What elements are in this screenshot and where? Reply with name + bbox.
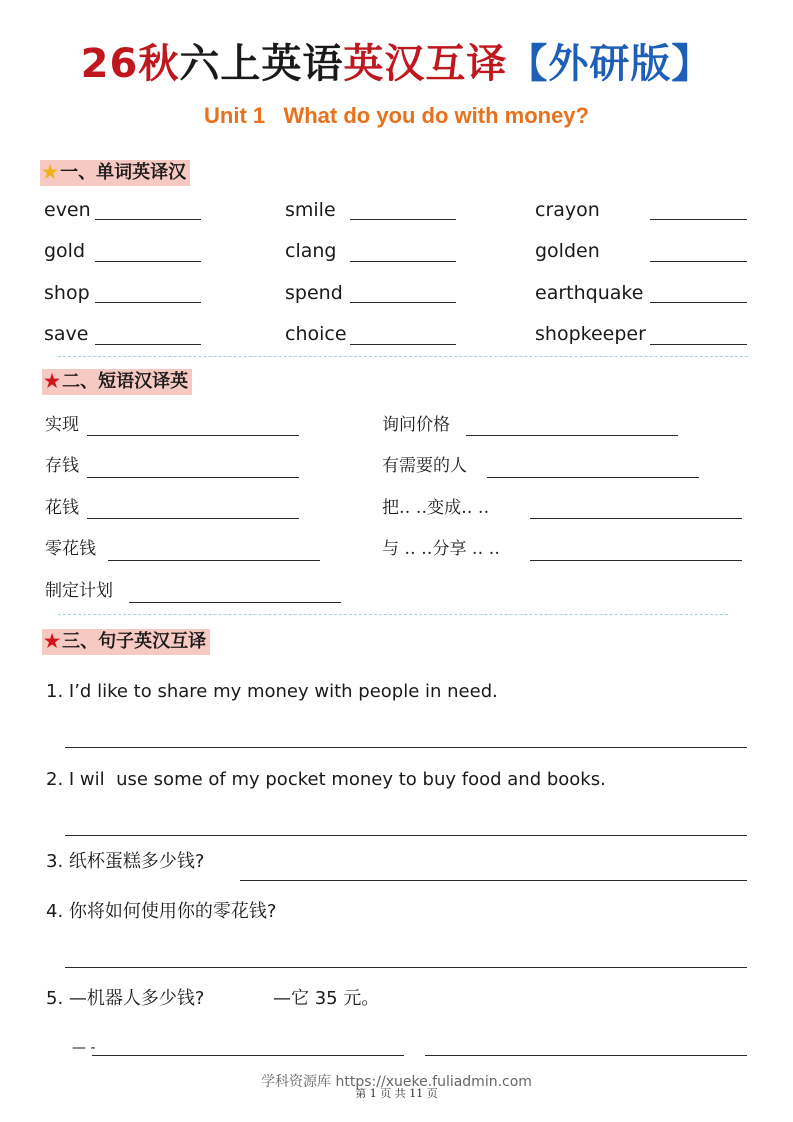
section-divider <box>58 614 728 615</box>
title-part-1: 26秋 <box>80 41 180 87</box>
phrase-cn: 把‥ ‥变成‥ ‥ <box>382 498 490 518</box>
answer-blank[interactable] <box>350 344 456 345</box>
sentence-1: 1. I’d like to share my money with people in need. <box>46 681 498 702</box>
answer-blank[interactable] <box>95 261 201 262</box>
section-1-label: 一、单词英译汉 <box>60 162 187 183</box>
word-golden: golden <box>535 240 600 262</box>
phrase-cn: 实现 <box>45 415 79 435</box>
sentence-5-answer: —它 35 元。 <box>273 988 380 1009</box>
section-2-label: 二、短语汉译英 <box>62 371 189 392</box>
title-part-4: 【外研版】 <box>507 41 713 87</box>
phrase-cn: 制定计划 <box>45 581 113 601</box>
phrase-cn: 存钱 <box>45 456 79 476</box>
section-2-heading <box>42 369 192 395</box>
star-icon: ★ <box>44 631 61 652</box>
word-shopkeeper: shopkeeper <box>535 323 646 345</box>
title-part-2: 六上英语 <box>179 41 344 87</box>
word-shop: shop <box>44 282 90 304</box>
answer-blank[interactable] <box>108 560 320 561</box>
phrase-cn: 有需要的人 <box>382 456 467 476</box>
page-title <box>0 36 793 92</box>
answer-blank[interactable] <box>650 261 747 262</box>
title-part-3: 英汉互译 <box>343 41 508 87</box>
answer-blank[interactable] <box>425 1055 747 1056</box>
word-save: save <box>44 323 89 345</box>
answer-blank[interactable] <box>650 344 747 345</box>
answer-blank[interactable] <box>350 261 456 262</box>
section-3-label: 三、句子英汉互译 <box>62 631 207 652</box>
sentence-2: 2. I wil use some of my pocket money to buy food and books. <box>46 769 606 790</box>
sentence-5: 5. —机器人多少钱? <box>46 988 205 1009</box>
phrase-cn: 零花钱 <box>45 539 96 559</box>
answer-blank[interactable] <box>87 518 299 519</box>
star-icon: ★ <box>42 162 59 183</box>
phrase-cn: 询问价格 <box>382 415 450 435</box>
page-number: 第 1 页 共 11 页 <box>355 1087 438 1100</box>
word-earthquake: earthquake <box>535 282 644 304</box>
answer-blank[interactable] <box>65 747 747 748</box>
answer-blank[interactable] <box>129 602 341 603</box>
answer-blank[interactable] <box>65 967 747 968</box>
answer-blank[interactable] <box>95 302 201 303</box>
footer-site: 学科资源库 https://xueke.fuliadmin.com <box>261 1074 532 1090</box>
answer-dash: — - <box>72 1040 96 1056</box>
word-spend: spend <box>285 282 343 304</box>
word-smile: smile <box>285 199 336 221</box>
answer-blank[interactable] <box>87 435 299 436</box>
word-even: even <box>44 199 91 221</box>
answer-blank[interactable] <box>87 477 299 478</box>
sentence-4: 4. 你将如何使用你的零花钱? <box>46 901 277 922</box>
answer-blank[interactable] <box>487 477 699 478</box>
answer-blank[interactable] <box>350 219 456 220</box>
word-choice: choice <box>285 323 347 345</box>
answer-blank[interactable] <box>650 302 747 303</box>
answer-blank[interactable] <box>530 518 742 519</box>
answer-blank[interactable] <box>95 219 201 220</box>
phrase-cn: 花钱 <box>45 498 79 518</box>
answer-blank[interactable] <box>650 219 747 220</box>
answer-blank[interactable] <box>92 1055 404 1056</box>
answer-blank[interactable] <box>240 880 747 881</box>
answer-blank[interactable] <box>65 835 747 836</box>
answer-blank[interactable] <box>466 435 678 436</box>
word-clang: clang <box>285 240 337 262</box>
star-icon: ★ <box>44 371 61 392</box>
section-1-heading <box>40 160 190 186</box>
unit-subtitle: Unit 1 What do you do with money? <box>204 103 589 128</box>
answer-blank[interactable] <box>350 302 456 303</box>
answer-blank[interactable] <box>95 344 201 345</box>
section-divider <box>58 356 748 357</box>
word-crayon: crayon <box>535 199 600 221</box>
word-gold: gold <box>44 240 86 262</box>
section-3-heading <box>42 629 210 655</box>
answer-blank[interactable] <box>530 560 742 561</box>
phrase-cn: 与 ‥ ‥分享 ‥ ‥ <box>382 539 500 559</box>
sentence-3: 3. 纸杯蛋糕多少钱? <box>46 851 205 872</box>
